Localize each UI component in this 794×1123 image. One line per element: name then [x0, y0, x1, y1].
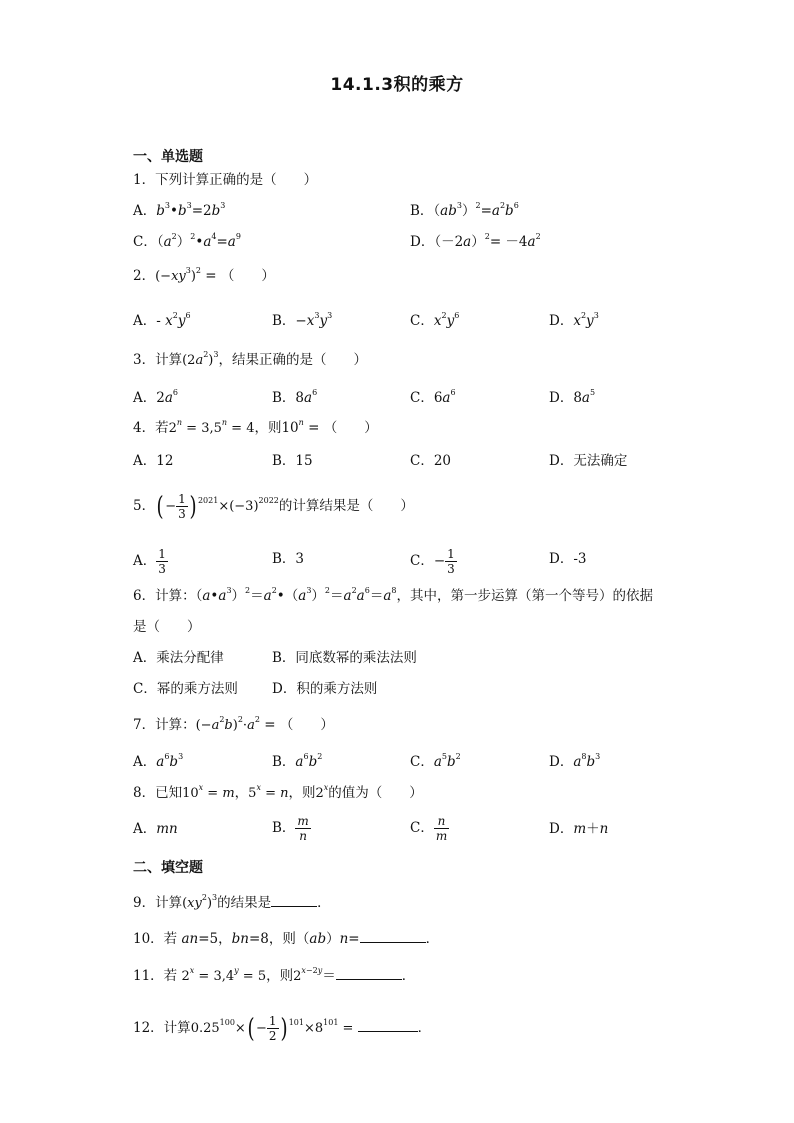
q7-option-a: A．$a^6b^3$	[133, 752, 184, 770]
page-title: 14.1.3积的乘方	[330, 75, 464, 95]
question-11-stem: 11．若 $2^x = 3,4^y = 5$，则$2^{x-2y}=$ ．	[133, 966, 416, 984]
q1-option-d: D．$(-2a)^2= -4a^2$	[410, 232, 541, 250]
question-6-line-2: 是（ ）	[133, 619, 201, 635]
q1-option-c: C．$(a^2)^2•a^4=a^9$	[133, 232, 241, 250]
q1-option-b: B．$(ab^3)^2=a^2b^6$	[410, 201, 519, 219]
question-3-stem: 3．计算$(2a^2)^3$，结果正确的是（ ）	[133, 350, 367, 368]
q6-option-c: C．幂的乘方法则	[133, 681, 238, 697]
question-6-line-1: 6．计算：$(a•a^3)^2=a^2•(a^3)^2=a^2a^6=a^8$，其中，第一步运算（第一个等号）的依据	[133, 586, 653, 604]
q6-option-d: D．积的乘方法则	[272, 681, 378, 697]
question-5-stem: 5．( − $\frac{1}{3}$ ) $^{2021}\times(-3)^{2022}$的计算结果是（ ）	[133, 491, 414, 522]
question-8-stem: 8．已知$10^x = m$，$5^x = n$，则2$^x$的值为（ ）	[133, 783, 423, 801]
q3-option-a: A．$2a^6$	[133, 388, 178, 406]
q5-option-c: C．− $\frac{1}{3}$	[410, 547, 455, 576]
section-fill-blank: 二、填空题	[133, 860, 203, 876]
q2-option-a: A．- $x^2y^6$	[133, 311, 191, 329]
q8-option-d: D．m＋n	[549, 821, 609, 837]
q6-option-b: B．同底数幂的乘法法则	[272, 650, 417, 666]
q2-option-d: D．$x^2y^3$	[549, 311, 599, 329]
q4-option-d: D．无法确定	[549, 453, 628, 469]
question-9-stem: 9．计算$(xy^2)^3$的结果是 ．	[133, 893, 331, 911]
q4-option-b: B．15	[272, 453, 313, 469]
q8-option-a: A．mn	[133, 821, 178, 837]
q7-option-d: D．$a^8b^3$	[549, 752, 601, 770]
question-4-stem: 4．若$2^n = 3,5^n = 4$，则$10^n$ = （ ）	[133, 418, 378, 436]
q4-option-a: A．12	[133, 453, 174, 469]
question-7-stem: 7．计算：$(-a^2b)^2\cdot a^2$ = （ ）	[133, 715, 334, 733]
q5-option-d: D．-3	[549, 551, 587, 567]
question-10-stem: 10．若 an=5，bn=8，则（ab）n= ．	[133, 931, 440, 947]
q8-option-c: C． $\frac{n}{m}$	[410, 814, 448, 843]
q4-option-c: C．20	[410, 453, 452, 469]
q3-option-b: B．$8a^6$	[272, 388, 318, 406]
question-12-stem: 12．计算$0.25^{100}\times$( − $\frac{1}{2}$ ) $^{101}\times 8^{101}$ = ．	[133, 1013, 432, 1044]
q7-option-b: B．$a^6b^2$	[272, 752, 323, 770]
q8-option-b: B． $\frac{m}{n}$	[272, 814, 309, 843]
question-2-stem: 2．$(-xy^3)^2$ = （ ）	[133, 266, 275, 284]
q2-option-c: C．$x^2y^6$	[410, 311, 460, 329]
question-1-stem: 1．下列计算正确的是（ ）	[133, 172, 318, 188]
q5-option-b: B．3	[272, 551, 305, 567]
q1-option-a: A．$b^3•b^3=2b^3$	[133, 201, 226, 219]
section-single-choice: 一、单选题	[133, 149, 203, 165]
q5-option-a: A． $\frac{1}{3}$	[133, 547, 166, 576]
q2-option-b: B．$-x^3y^3$	[272, 311, 333, 329]
q3-option-c: C．$6a^6$	[410, 388, 456, 406]
q3-option-d: D．$8a^5$	[549, 388, 596, 406]
q6-option-a: A．乘法分配律	[133, 650, 224, 666]
q7-option-c: C．$a^5b^2$	[410, 752, 461, 770]
